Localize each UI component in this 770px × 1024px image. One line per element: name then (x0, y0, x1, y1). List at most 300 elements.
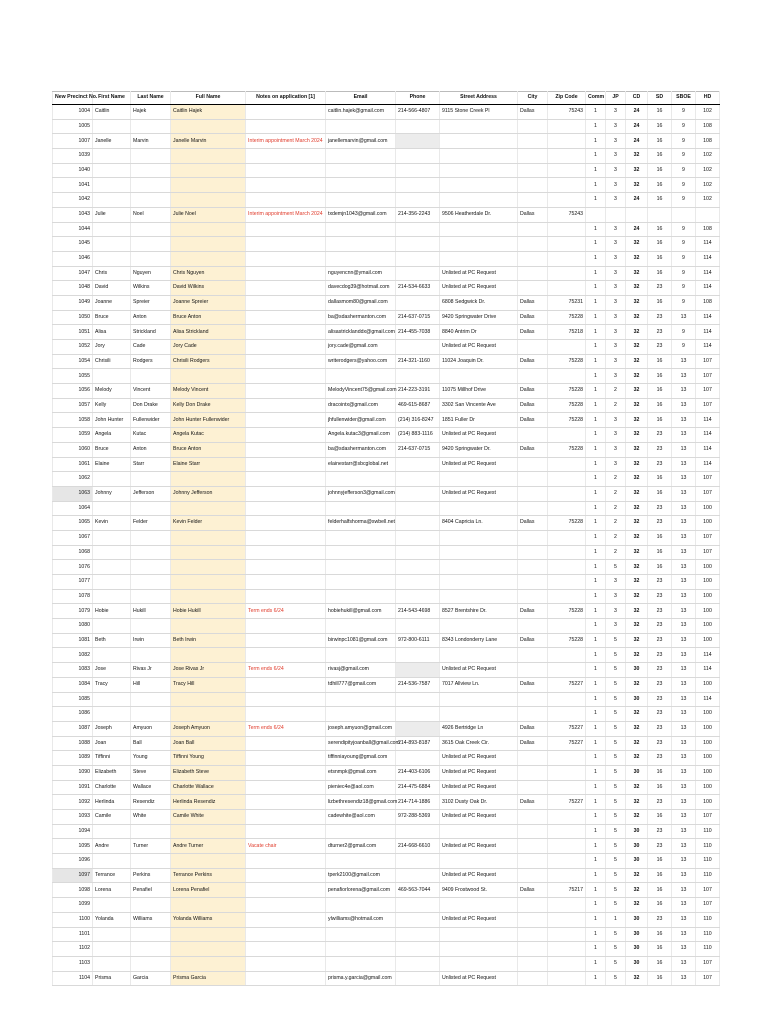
street-address-cell[interactable]: Unlisted at PC Request (440, 780, 518, 795)
precinct-cell[interactable]: 1057 (53, 398, 93, 413)
jp-cell[interactable]: 3 (606, 193, 626, 208)
jp-cell[interactable]: 3 (606, 604, 626, 619)
street-address-cell[interactable]: 4926 Bertridge Ln (440, 721, 518, 736)
phone-cell[interactable]: 214-321-1160 (396, 354, 440, 369)
hd-cell[interactable]: 114 (696, 413, 720, 428)
street-address-cell[interactable] (440, 251, 518, 266)
zip-code-cell[interactable]: 75217 (548, 883, 586, 898)
precinct-cell[interactable]: 1081 (53, 633, 93, 648)
zip-code-cell[interactable] (548, 589, 586, 604)
first-name-cell[interactable]: Bruce (93, 310, 131, 325)
notes-cell[interactable] (246, 765, 326, 780)
last-name-cell[interactable] (131, 178, 171, 193)
notes-cell[interactable] (246, 780, 326, 795)
zip-code-cell[interactable] (548, 751, 586, 766)
sboe-cell[interactable]: 13 (672, 457, 696, 472)
hd-cell[interactable]: 107 (696, 398, 720, 413)
jp-cell[interactable]: 5 (606, 765, 626, 780)
notes-cell[interactable] (246, 237, 326, 252)
hd-cell[interactable]: 102 (696, 178, 720, 193)
hd-cell[interactable]: 114 (696, 266, 720, 281)
first-name-cell[interactable]: Chrisili (93, 354, 131, 369)
hd-cell[interactable]: 100 (696, 619, 720, 634)
last-name-cell[interactable]: Ball (131, 736, 171, 751)
notes-cell[interactable] (246, 912, 326, 927)
precinct-cell[interactable]: 1082 (53, 648, 93, 663)
street-address-cell[interactable] (440, 648, 518, 663)
city-cell[interactable] (518, 868, 548, 883)
notes-cell[interactable] (246, 251, 326, 266)
hd-cell[interactable]: 102 (696, 193, 720, 208)
jp-cell[interactable]: 3 (606, 281, 626, 296)
sboe-cell[interactable]: 13 (672, 692, 696, 707)
precinct-cell[interactable]: 1047 (53, 266, 93, 281)
street-address-cell[interactable]: 9115 Stone Creek Pl (440, 105, 518, 120)
full-name-cell[interactable] (171, 237, 246, 252)
email-cell[interactable]: prisma.y.garcia@gmail.com (326, 971, 396, 986)
phone-cell[interactable] (396, 854, 440, 869)
phone-cell[interactable] (396, 237, 440, 252)
notes-cell[interactable] (246, 883, 326, 898)
zip-code-cell[interactable] (548, 163, 586, 178)
phone-cell[interactable]: 214-356-2243 (396, 207, 440, 222)
hd-cell[interactable]: 100 (696, 589, 720, 604)
full-name-cell[interactable]: Camile White (171, 810, 246, 825)
email-cell[interactable] (326, 589, 396, 604)
comm-cell[interactable]: 1 (586, 663, 606, 678)
full-name-cell[interactable]: Herlinda Resendiz (171, 795, 246, 810)
comm-cell[interactable]: 1 (586, 854, 606, 869)
col-header-sd[interactable]: SD (648, 92, 672, 105)
comm-cell[interactable]: 1 (586, 163, 606, 178)
jp-cell[interactable]: 5 (606, 721, 626, 736)
last-name-cell[interactable]: Young (131, 751, 171, 766)
phone-cell[interactable] (396, 707, 440, 722)
cd-cell[interactable]: 32 (626, 237, 648, 252)
precinct-cell[interactable]: 1100 (53, 912, 93, 927)
street-address-cell[interactable]: Unlisted at PC Request (440, 971, 518, 986)
full-name-cell[interactable]: Charlotte Wallace (171, 780, 246, 795)
cd-cell[interactable]: 32 (626, 295, 648, 310)
notes-cell[interactable]: Interim appointment March 2024 (246, 134, 326, 149)
phone-cell[interactable] (396, 589, 440, 604)
hd-cell[interactable]: 100 (696, 780, 720, 795)
cd-cell[interactable]: 32 (626, 266, 648, 281)
precinct-cell[interactable]: 1061 (53, 457, 93, 472)
phone-cell[interactable] (396, 472, 440, 487)
city-cell[interactable] (518, 193, 548, 208)
email-cell[interactable]: lizbethresendiz18@gmail.com (326, 795, 396, 810)
phone-cell[interactable] (396, 619, 440, 634)
cd-cell[interactable]: 32 (626, 810, 648, 825)
sboe-cell[interactable]: 13 (672, 721, 696, 736)
zip-code-cell[interactable]: 75228 (548, 398, 586, 413)
sboe-cell[interactable]: 9 (672, 266, 696, 281)
email-cell[interactable]: MelodyVincent75@gmail.com (326, 384, 396, 399)
comm-cell[interactable]: 1 (586, 530, 606, 545)
sboe-cell[interactable]: 13 (672, 824, 696, 839)
phone-cell[interactable] (396, 927, 440, 942)
street-address-cell[interactable] (440, 369, 518, 384)
street-address-cell[interactable] (440, 149, 518, 164)
first-name-cell[interactable]: Tiffinni (93, 751, 131, 766)
jp-cell[interactable]: 5 (606, 956, 626, 971)
sboe-cell[interactable]: 13 (672, 589, 696, 604)
zip-code-cell[interactable]: 75227 (548, 677, 586, 692)
precinct-cell[interactable]: 1067 (53, 530, 93, 545)
full-name-cell[interactable]: Jory Cade (171, 340, 246, 355)
last-name-cell[interactable]: Williams (131, 912, 171, 927)
precinct-cell[interactable]: 1040 (53, 163, 93, 178)
cd-cell[interactable]: 32 (626, 648, 648, 663)
sd-cell[interactable]: 16 (648, 266, 672, 281)
jp-cell[interactable]: 3 (606, 413, 626, 428)
last-name-cell[interactable] (131, 369, 171, 384)
phone-cell[interactable] (396, 942, 440, 957)
street-address-cell[interactable] (440, 134, 518, 149)
email-cell[interactable] (326, 824, 396, 839)
full-name-cell[interactable] (171, 251, 246, 266)
col-header-precinct[interactable]: New Precinct No. (53, 92, 93, 105)
sboe-cell[interactable]: 9 (672, 340, 696, 355)
zip-code-cell[interactable] (548, 222, 586, 237)
sd-cell[interactable]: 23 (648, 677, 672, 692)
phone-cell[interactable]: (214) 883-1116 (396, 428, 440, 443)
precinct-cell[interactable]: 1078 (53, 589, 93, 604)
first-name-cell[interactable]: Bruce (93, 442, 131, 457)
full-name-cell[interactable]: Bruce Anton (171, 442, 246, 457)
sd-cell[interactable]: 23 (648, 281, 672, 296)
zip-code-cell[interactable]: 75228 (548, 604, 586, 619)
notes-cell[interactable] (246, 340, 326, 355)
last-name-cell[interactable] (131, 589, 171, 604)
city-cell[interactable] (518, 237, 548, 252)
last-name-cell[interactable]: Turner (131, 839, 171, 854)
zip-code-cell[interactable]: 75227 (548, 736, 586, 751)
jp-cell[interactable]: 3 (606, 619, 626, 634)
notes-cell[interactable] (246, 354, 326, 369)
city-cell[interactable]: Dallas (518, 795, 548, 810)
city-cell[interactable]: Dallas (518, 413, 548, 428)
last-name-cell[interactable]: Marvin (131, 134, 171, 149)
cd-cell[interactable] (626, 207, 648, 222)
col-header-hd[interactable]: HD (696, 92, 720, 105)
city-cell[interactable]: Dallas (518, 633, 548, 648)
last-name-cell[interactable] (131, 692, 171, 707)
phone-cell[interactable] (396, 560, 440, 575)
first-name-cell[interactable]: Kevin (93, 516, 131, 531)
street-address-cell[interactable]: Unlisted at PC Request (440, 663, 518, 678)
city-cell[interactable]: Dallas (518, 604, 548, 619)
precinct-cell[interactable]: 1048 (53, 281, 93, 296)
zip-code-cell[interactable] (548, 134, 586, 149)
jp-cell[interactable]: 3 (606, 354, 626, 369)
sboe-cell[interactable]: 13 (672, 354, 696, 369)
street-address-cell[interactable]: 11024 Joaquin Dr. (440, 354, 518, 369)
phone-cell[interactable] (396, 251, 440, 266)
notes-cell[interactable] (246, 413, 326, 428)
sd-cell[interactable]: 16 (648, 780, 672, 795)
first-name-cell[interactable] (93, 119, 131, 134)
hd-cell[interactable]: 110 (696, 824, 720, 839)
city-cell[interactable]: Dallas (518, 384, 548, 399)
city-cell[interactable] (518, 824, 548, 839)
street-address-cell[interactable] (440, 942, 518, 957)
precinct-cell[interactable]: 1064 (53, 501, 93, 516)
comm-cell[interactable]: 1 (586, 266, 606, 281)
zip-code-cell[interactable] (548, 340, 586, 355)
sd-cell[interactable]: 23 (648, 663, 672, 678)
full-name-cell[interactable]: Johnny Jefferson (171, 486, 246, 501)
last-name-cell[interactable]: Noel (131, 207, 171, 222)
comm-cell[interactable]: 1 (586, 839, 606, 854)
sd-cell[interactable]: 23 (648, 340, 672, 355)
comm-cell[interactable]: 1 (586, 751, 606, 766)
jp-cell[interactable]: 2 (606, 545, 626, 560)
cd-cell[interactable]: 30 (626, 765, 648, 780)
first-name-cell[interactable]: Melody (93, 384, 131, 399)
notes-cell[interactable] (246, 149, 326, 164)
zip-code-cell[interactable] (548, 457, 586, 472)
last-name-cell[interactable] (131, 472, 171, 487)
last-name-cell[interactable] (131, 956, 171, 971)
email-cell[interactable]: birwinpc1081@gmail.com (326, 633, 396, 648)
jp-cell[interactable]: 5 (606, 736, 626, 751)
cd-cell[interactable]: 30 (626, 663, 648, 678)
jp-cell[interactable]: 3 (606, 105, 626, 120)
cd-cell[interactable]: 32 (626, 251, 648, 266)
zip-code-cell[interactable]: 75231 (548, 295, 586, 310)
city-cell[interactable] (518, 119, 548, 134)
street-address-cell[interactable]: 8404 Capricia Ln. (440, 516, 518, 531)
sboe-cell[interactable]: 13 (672, 369, 696, 384)
comm-cell[interactable]: 1 (586, 795, 606, 810)
precinct-cell[interactable]: 1042 (53, 193, 93, 208)
last-name-cell[interactable]: Vincent (131, 384, 171, 399)
cd-cell[interactable]: 32 (626, 178, 648, 193)
col-header-last-name[interactable]: Last Name (131, 92, 171, 105)
comm-cell[interactable]: 1 (586, 251, 606, 266)
zip-code-cell[interactable] (548, 266, 586, 281)
notes-cell[interactable] (246, 428, 326, 443)
first-name-cell[interactable]: Hobie (93, 604, 131, 619)
email-cell[interactable] (326, 956, 396, 971)
cd-cell[interactable]: 32 (626, 751, 648, 766)
first-name-cell[interactable] (93, 707, 131, 722)
full-name-cell[interactable]: Caitlin Hajek (171, 105, 246, 120)
cd-cell[interactable]: 32 (626, 428, 648, 443)
sd-cell[interactable]: 23 (648, 633, 672, 648)
zip-code-cell[interactable] (548, 545, 586, 560)
first-name-cell[interactable] (93, 149, 131, 164)
comm-cell[interactable]: 1 (586, 442, 606, 457)
sboe-cell[interactable]: 13 (672, 912, 696, 927)
precinct-cell[interactable]: 1087 (53, 721, 93, 736)
street-address-cell[interactable] (440, 854, 518, 869)
notes-cell[interactable] (246, 956, 326, 971)
street-address-cell[interactable] (440, 575, 518, 590)
comm-cell[interactable]: 1 (586, 765, 606, 780)
first-name-cell[interactable]: John Hunter (93, 413, 131, 428)
comm-cell[interactable]: 1 (586, 545, 606, 560)
zip-code-cell[interactable] (548, 956, 586, 971)
zip-code-cell[interactable]: 75228 (548, 442, 586, 457)
sboe-cell[interactable]: 13 (672, 501, 696, 516)
sd-cell[interactable]: 23 (648, 839, 672, 854)
cd-cell[interactable]: 32 (626, 619, 648, 634)
phone-cell[interactable]: 214-536-7587 (396, 677, 440, 692)
street-address-cell[interactable]: Unlisted at PC Request (440, 486, 518, 501)
last-name-cell[interactable] (131, 163, 171, 178)
notes-cell[interactable]: Term ends 6/24 (246, 721, 326, 736)
last-name-cell[interactable]: Don Drake (131, 398, 171, 413)
last-name-cell[interactable] (131, 707, 171, 722)
email-cell[interactable] (326, 178, 396, 193)
first-name-cell[interactable]: Angela (93, 428, 131, 443)
street-address-cell[interactable] (440, 824, 518, 839)
zip-code-cell[interactable] (548, 251, 586, 266)
precinct-cell[interactable]: 1085 (53, 692, 93, 707)
email-cell[interactable]: ba@sdashermanton.com (326, 310, 396, 325)
comm-cell[interactable]: 1 (586, 222, 606, 237)
col-header-sboe[interactable]: SBOE (672, 92, 696, 105)
cd-cell[interactable]: 32 (626, 575, 648, 590)
comm-cell[interactable]: 1 (586, 780, 606, 795)
sd-cell[interactable]: 23 (648, 428, 672, 443)
city-cell[interactable]: Dallas (518, 516, 548, 531)
cd-cell[interactable]: 30 (626, 956, 648, 971)
last-name-cell[interactable]: Irwin (131, 633, 171, 648)
email-cell[interactable] (326, 163, 396, 178)
sd-cell[interactable]: 23 (648, 310, 672, 325)
city-cell[interactable] (518, 428, 548, 443)
hd-cell[interactable]: 107 (696, 354, 720, 369)
first-name-cell[interactable]: Joanne (93, 295, 131, 310)
notes-cell[interactable] (246, 310, 326, 325)
phone-cell[interactable] (396, 663, 440, 678)
sd-cell[interactable]: 23 (648, 575, 672, 590)
last-name-cell[interactable]: Cade (131, 340, 171, 355)
notes-cell[interactable] (246, 560, 326, 575)
comm-cell[interactable]: 1 (586, 707, 606, 722)
full-name-cell[interactable] (171, 648, 246, 663)
sd-cell[interactable]: 16 (648, 472, 672, 487)
sboe-cell[interactable]: 13 (672, 898, 696, 913)
notes-cell[interactable] (246, 692, 326, 707)
zip-code-cell[interactable] (548, 971, 586, 986)
notes-cell[interactable] (246, 530, 326, 545)
precinct-cell[interactable]: 1049 (53, 295, 93, 310)
hd-cell[interactable]: 107 (696, 472, 720, 487)
zip-code-cell[interactable] (548, 575, 586, 590)
cd-cell[interactable]: 32 (626, 413, 648, 428)
last-name-cell[interactable]: White (131, 810, 171, 825)
jp-cell[interactable]: 2 (606, 501, 626, 516)
street-address-cell[interactable] (440, 927, 518, 942)
hd-cell[interactable]: 100 (696, 736, 720, 751)
notes-cell[interactable] (246, 384, 326, 399)
hd-cell[interactable]: 114 (696, 428, 720, 443)
zip-code-cell[interactable] (548, 648, 586, 663)
street-address-cell[interactable] (440, 119, 518, 134)
street-address-cell[interactable] (440, 692, 518, 707)
jp-cell[interactable]: 1 (606, 912, 626, 927)
phone-cell[interactable] (396, 956, 440, 971)
email-cell[interactable] (326, 619, 396, 634)
sd-cell[interactable]: 23 (648, 912, 672, 927)
zip-code-cell[interactable]: 75228 (548, 310, 586, 325)
hd-cell[interactable]: 114 (696, 457, 720, 472)
street-address-cell[interactable]: Unlisted at PC Request (440, 868, 518, 883)
jp-cell[interactable]: 5 (606, 854, 626, 869)
first-name-cell[interactable] (93, 942, 131, 957)
sboe-cell[interactable]: 13 (672, 648, 696, 663)
first-name-cell[interactable] (93, 589, 131, 604)
zip-code-cell[interactable]: 75228 (548, 384, 586, 399)
jp-cell[interactable]: 3 (606, 340, 626, 355)
full-name-cell[interactable] (171, 898, 246, 913)
full-name-cell[interactable] (171, 501, 246, 516)
cd-cell[interactable]: 30 (626, 839, 648, 854)
full-name-cell[interactable]: Tiffinni Young (171, 751, 246, 766)
precinct-cell[interactable]: 1104 (53, 971, 93, 986)
city-cell[interactable]: Dallas (518, 677, 548, 692)
email-cell[interactable]: tiffinniayoung@gmail.com (326, 751, 396, 766)
hd-cell[interactable]: 110 (696, 868, 720, 883)
sd-cell[interactable]: 23 (648, 325, 672, 340)
email-cell[interactable] (326, 222, 396, 237)
phone-cell[interactable]: 972-288-5369 (396, 810, 440, 825)
notes-cell[interactable] (246, 854, 326, 869)
first-name-cell[interactable]: David (93, 281, 131, 296)
first-name-cell[interactable]: Camile (93, 810, 131, 825)
first-name-cell[interactable] (93, 472, 131, 487)
street-address-cell[interactable]: Unlisted at PC Request (440, 810, 518, 825)
precinct-cell[interactable]: 1062 (53, 472, 93, 487)
col-header-city[interactable]: City (518, 92, 548, 105)
hd-cell[interactable]: 102 (696, 149, 720, 164)
street-address-cell[interactable]: 8840 Antrim Dr (440, 325, 518, 340)
hd-cell[interactable]: 107 (696, 545, 720, 560)
street-address-cell[interactable]: 8343 Londonderry Lane (440, 633, 518, 648)
phone-cell[interactable]: 214-543-4698 (396, 604, 440, 619)
sboe-cell[interactable]: 13 (672, 545, 696, 560)
last-name-cell[interactable]: Rodgers (131, 354, 171, 369)
notes-cell[interactable] (246, 971, 326, 986)
first-name-cell[interactable]: Caitlin (93, 105, 131, 120)
first-name-cell[interactable] (93, 530, 131, 545)
cd-cell[interactable]: 24 (626, 222, 648, 237)
precinct-cell[interactable]: 1004 (53, 105, 93, 120)
comm-cell[interactable]: 1 (586, 721, 606, 736)
street-address-cell[interactable]: Unlisted at PC Request (440, 266, 518, 281)
phone-cell[interactable] (396, 545, 440, 560)
cd-cell[interactable]: 32 (626, 604, 648, 619)
sd-cell[interactable]: 16 (648, 222, 672, 237)
first-name-cell[interactable]: Kelly (93, 398, 131, 413)
sd-cell[interactable]: 16 (648, 105, 672, 120)
sd-cell[interactable]: 16 (648, 927, 672, 942)
zip-code-cell[interactable]: 75227 (548, 795, 586, 810)
last-name-cell[interactable]: Anton (131, 442, 171, 457)
cd-cell[interactable]: 32 (626, 971, 648, 986)
zip-code-cell[interactable] (548, 898, 586, 913)
full-name-cell[interactable] (171, 193, 246, 208)
precinct-cell[interactable]: 1039 (53, 149, 93, 164)
zip-code-cell[interactable] (548, 281, 586, 296)
sboe-cell[interactable]: 13 (672, 619, 696, 634)
phone-cell[interactable] (396, 971, 440, 986)
